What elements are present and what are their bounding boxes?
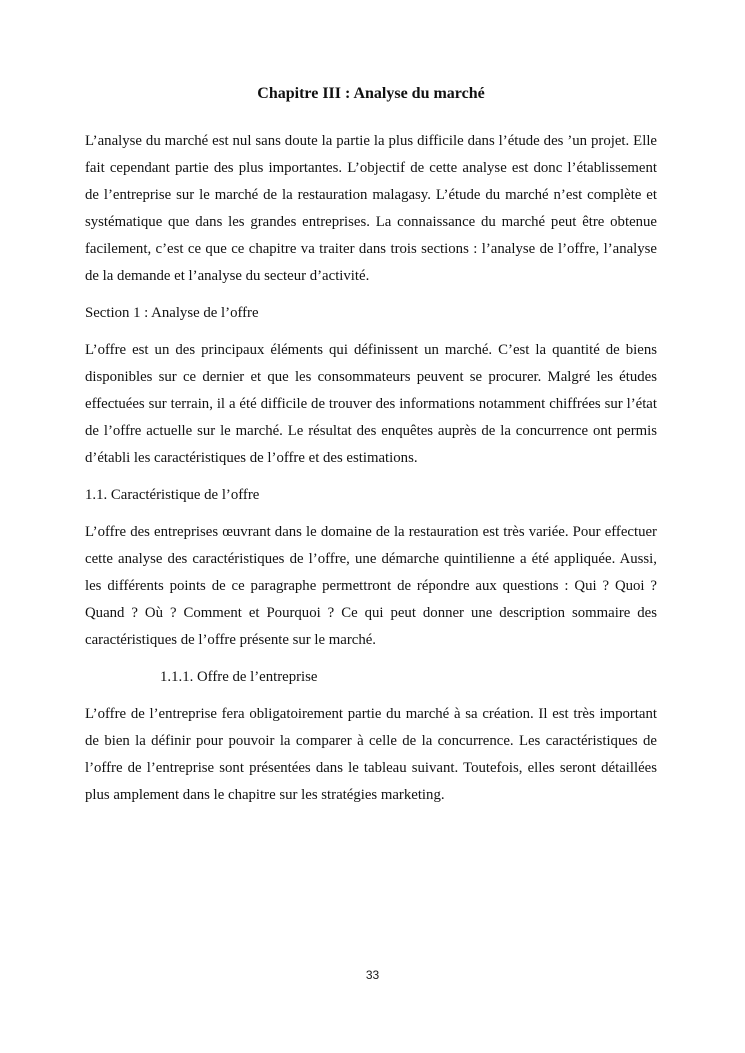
- page-number: 33: [365, 968, 380, 982]
- subsection-1-1-heading: 1.1. Caractéristique de l’offre: [85, 487, 260, 503]
- subsection-1-1-1-heading: 1.1.1. Offre de l’entreprise: [160, 669, 318, 685]
- subsection-1-1-1-paragraph: L’offre de l’entreprise fera obligatoirement partie du marché à sa création. Il est très important de bien la définir pour pouvoir la comparer à celle de la concurrence. Les caractéristiques de l’offre de l’entreprise sont présentées dans le tableau suivant. Toutefois, elles seront détaillées plus amplement dans le chapitre sur les stratégies marketing.: [85, 706, 657, 803]
- subsection-1-1-paragraph: L’offre des entreprises œuvrant dans le domaine de la restauration est très variée. Pour effectuer cette analyse des caractéristiques de l’offre, une démarche quintilienne a été appliquée. Aussi, les différents points de ce paragraphe permettront de répondre aux questions : Qui ? Quoi ? Quand ? Où ? Comment et Pourquoi ? Ce qui peut donner une description sommaire des caractéristiques de l’offre présente sur le marché.: [85, 524, 657, 648]
- chapter-title: Chapitre III : Analyse du marché: [257, 85, 485, 102]
- intro-paragraph: L’analyse du marché est nul sans doute la partie la plus difficile dans l’étude des ’un projet. Elle fait cependant partie des plus importantes. L’objectif de cette analyse est donc l’établissement de l’entreprise sur le marché de la restauration malagasy. L’étude du marché n’est complète et systématique que dans les grandes entreprises. La connaissance du marché peut être obtenue facilement, c’est ce que ce chapitre va traiter dans trois sections : l’analyse de l’offre, l’analyse de la demande et l’analyse du secteur d’activité.: [85, 133, 657, 284]
- section1-heading: Section 1 : Analyse de l’offre: [85, 305, 259, 321]
- section1-paragraph: L’offre est un des principaux éléments qui définissent un marché. C’est la quantité de biens disponibles sur ce dernier et que les consommateurs peuvent se procurer. Malgré les études effectuées sur terrain, il a été difficile de trouver des informations notamment chiffrées sur l’état de l’offre actuelle sur le marché. Le résultat des enquêtes auprès de la concurrence ont permis d’établi les caractéristiques de l’offre et des estimations.: [85, 342, 657, 466]
